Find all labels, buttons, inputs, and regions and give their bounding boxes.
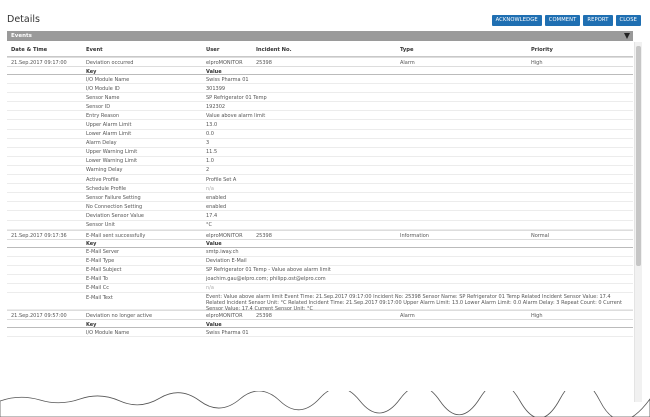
detail-key: Upper Alarm Limit [86,121,132,128]
event-type: Alarm [400,60,415,66]
detail-value: 0.0 [206,131,214,138]
detail-value: enabled [206,203,227,210]
detail-row [7,293,633,313]
detail-row [7,184,633,193]
detail-row [7,202,633,211]
event-incident: 25398 [256,60,272,66]
torn-edge [0,391,650,417]
detail-key: E-Mail Subject [86,267,122,274]
detail-value: 2 [206,167,210,174]
event-incident: 25398 [256,232,272,239]
detail-key: Lower Warning Limit [86,158,138,165]
event-priority: High [531,313,543,320]
detail-value: 11.5 [206,149,218,156]
event-date: 21.Sep.2017 09:17:00 [11,60,67,66]
event-priority: Normal [531,232,550,239]
detail-value: Swiss Pharma 01 [206,76,249,83]
event-date: 21.Sep.2017 09:17:36 [11,232,67,239]
column-event: Event [86,47,103,53]
detail-header-row [7,239,633,248]
collapse-triangle-icon[interactable] [624,33,630,39]
detail-key-header: Key [86,241,97,248]
detail-key: E-Mail Text [86,294,113,301]
detail-key: I/O Module Name [86,76,130,83]
detail-key: I/O Module Name [86,329,130,336]
detail-value-header: Value [206,321,222,328]
event-row[interactable] [7,230,633,239]
acknowledge-button[interactable]: ACKNOWLEDGE [492,15,542,26]
event-name: Deviation occurred [86,60,134,66]
detail-row [7,211,633,220]
detail-key: Entry Reason [86,112,120,119]
event-incident: 25398 [256,313,272,320]
detail-row [7,328,633,337]
detail-value: joachim.gau@elpro.com; philipp.ost@elpro.com [206,276,326,283]
detail-value: 17.4 [206,212,218,219]
detail-value: 3 [206,140,210,147]
detail-key-header: Key [86,68,97,75]
detail-key: I/O Module ID [86,85,120,92]
detail-key: Sensor Failure Setting [86,194,141,201]
detail-value: 301399 [206,85,226,92]
event-name: E-Mail sent successfully [86,232,146,239]
event-row[interactable] [7,57,633,66]
detail-row [7,248,633,257]
event-type: Alarm [400,313,415,320]
close-button[interactable]: CLOSE [616,15,641,26]
detail-row [7,111,633,120]
column-incident-no: Incident No. [256,47,292,53]
event-row[interactable] [7,310,633,319]
event-name: Deviation no longer active [86,313,153,320]
detail-key: Schedule Profile [86,185,127,192]
detail-value: 13.0 [206,121,218,128]
detail-row [7,93,633,102]
detail-key: E-Mail Type [86,258,115,265]
event-user: elproMONITOR [206,60,243,66]
detail-value: SP Refrigerator 01 Temp [206,94,267,101]
detail-value: Event: Value above alarm limit Event Time: 21.Sep.2017 09:17:00 Incident No: 25398 Sensor Name: SP Refrigerator 01 Temp Related Incident Sensor Value: 17.4 Related Incident Sensor Unit: °C Related Incident Time: 21.Sep.2017 09:17:00 Upper Alarm Limit: 13.0 Lower Alarm Limit: 0.0 Alarm Delay: 3 Repeat Count: 0 Current Sensor Value: 17.4 Current Sensor Unit: °C [206,294,622,313]
detail-row [7,84,633,93]
detail-key: Warning Delay [86,167,123,174]
detail-row [7,166,633,175]
column-priority: Priority [531,47,553,53]
detail-value: Deviation E-Mail [206,258,247,265]
event-user: elproMONITOR [206,313,243,320]
detail-value-header: Value [206,68,222,75]
action-button-group [492,15,641,26]
detail-key: Sensor ID [86,103,111,110]
detail-row [7,75,633,84]
detail-key: E-Mail Server [86,249,120,256]
detail-value: SP Refrigerator 01 Temp - Value above alarm limit [206,267,331,274]
event-type: Information [400,232,429,239]
events-section-header[interactable] [7,31,633,41]
detail-row [7,257,633,266]
detail-row [7,120,633,129]
page-title: Details [7,14,40,25]
detail-value: smtp.iway.ch [206,249,239,256]
detail-header-row [7,66,633,75]
details-header [0,0,650,30]
column-user: User [206,47,220,53]
column-type: Type [400,47,414,53]
detail-key: Upper Warning Limit [86,149,138,156]
detail-value: enabled [206,194,227,201]
detail-value: n/a [206,285,214,292]
detail-key: Lower Alarm Limit [86,131,132,138]
detail-key: E-Mail Cc [86,285,109,292]
detail-row [7,275,633,284]
detail-key-header: Key [86,321,97,328]
section-title: Events [11,32,32,39]
detail-row [7,193,633,202]
detail-row [7,266,633,275]
detail-key: Sensor Unit [86,222,115,228]
column-date-time: Date & Time [11,47,48,53]
detail-key: E-Mail To [86,276,108,283]
detail-row [7,130,633,139]
event-user: elproMONITOR [206,232,243,239]
detail-key: Deviation Sensor Value [86,212,144,219]
event-date: 21.Sep.2017 09:57:00 [11,313,67,320]
detail-row [7,157,633,166]
detail-key: Sensor Name [86,94,120,101]
comment-button[interactable]: COMMENT [545,15,581,26]
detail-key: No Connection Setting [86,203,143,210]
events-table [7,42,633,337]
report-button[interactable]: REPORT [583,15,612,26]
detail-value: n/a [206,185,214,192]
detail-value: Value above alarm limit [206,112,266,119]
detail-value: Profile Set A [206,176,237,183]
detail-row [7,148,633,157]
detail-value: Swiss Pharma 01 [206,329,249,336]
detail-row [7,175,633,184]
detail-value: 1.0 [206,158,214,165]
detail-header-row [7,319,633,328]
scrollbar-thumb[interactable] [636,46,641,266]
detail-row [7,102,633,111]
events-body [7,57,633,337]
event-priority: High [531,60,543,66]
detail-value: °C [206,222,212,228]
detail-key: Alarm Delay [86,140,117,147]
detail-row [7,284,633,293]
vertical-scrollbar[interactable] [634,42,642,402]
detail-value: 192302 [206,103,226,110]
detail-row [7,221,633,230]
table-header-row [7,42,633,57]
detail-row [7,139,633,148]
detail-key: Active Profile [86,176,119,183]
detail-value-header: Value [206,241,222,248]
